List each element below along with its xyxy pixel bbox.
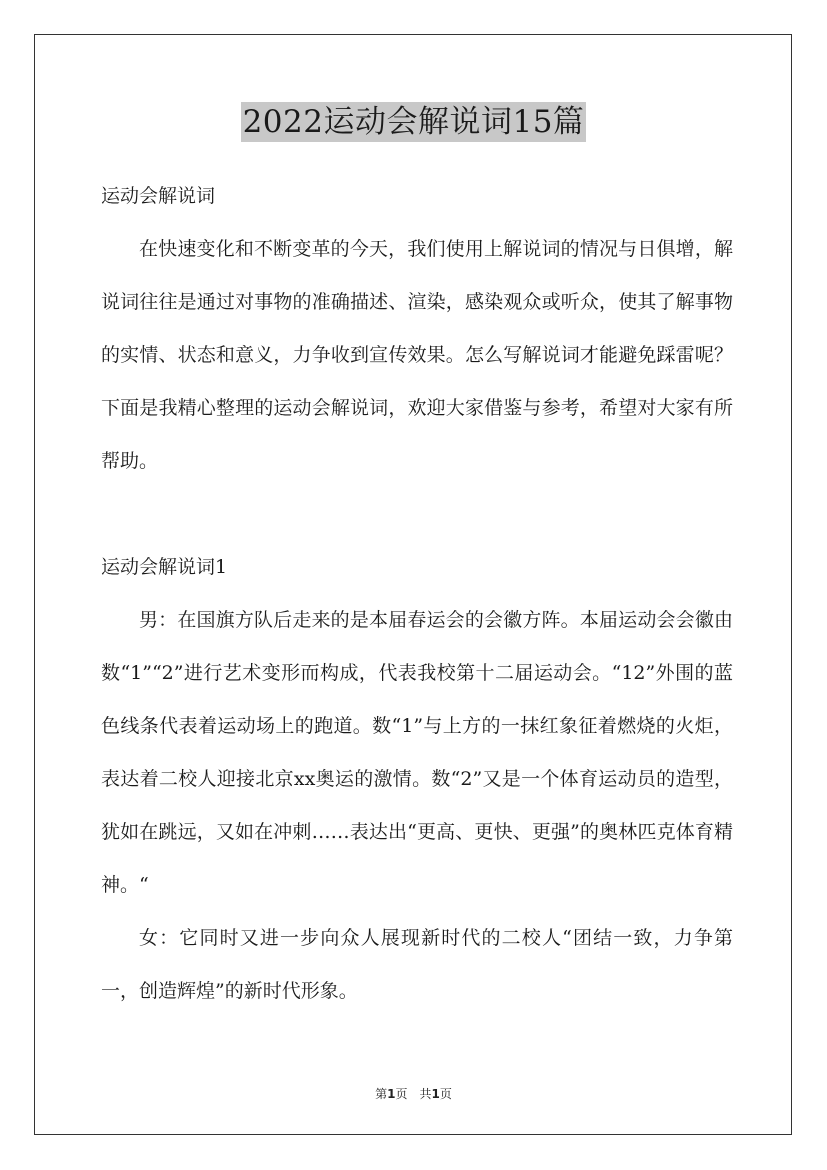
footer-page-suffix: 页 [439, 1087, 452, 1101]
footer-page-number: 1 [387, 1087, 396, 1101]
page-footer [0, 1085, 827, 1102]
document-body [101, 170, 733, 1018]
intro-heading: 运动会解说词 [101, 185, 216, 207]
footer-page-prefix: 第 [375, 1087, 388, 1101]
section1-paragraph-female: 女：它同时又进一步向众人展现新时代的二校人“团结一致，力争第一，创造辉煌”的新时代形象。 [101, 927, 733, 1002]
document-title-text: 2022运动会解说词15篇 [242, 104, 585, 140]
section-gap [101, 488, 733, 541]
section1-paragraph-male: 男：在国旗方队后走来的是本届春运会的会徽方阵。本届运动会会徽由数“1”“2”进行艺术变形而构成，代表我校第十二届运动会。“12”外围的蓝色线条代表着运动场上的跑道。数“1”与上方的一抹红象征着燃烧的火炬，表达着二校人迎接北京xx奥运的激情。数“2”又是一个体育运动员的造型，犹如在跳远，又如在冲刺……表达出“更高、更快、更强”的奥林匹克体育精神。“ [101, 609, 733, 896]
document-title [0, 102, 827, 142]
footer-page-mid: 页 共 [395, 1087, 432, 1101]
intro-paragraph: 在快速变化和不断变革的今天，我们使用上解说词的情况与日俱增，解说词往往是通过对事物的准确描述、渲染，感染观众或听众，使其了解事物的实情、状态和意义，力争收到宣传效果。怎么写解说词才能避免踩雷呢？下面是我精心整理的运动会解说词，欢迎大家借鉴与参考，希望对大家有所帮助。 [101, 238, 733, 472]
footer-page-total: 1 [431, 1087, 440, 1101]
section1-heading: 运动会解说词1 [101, 556, 228, 578]
